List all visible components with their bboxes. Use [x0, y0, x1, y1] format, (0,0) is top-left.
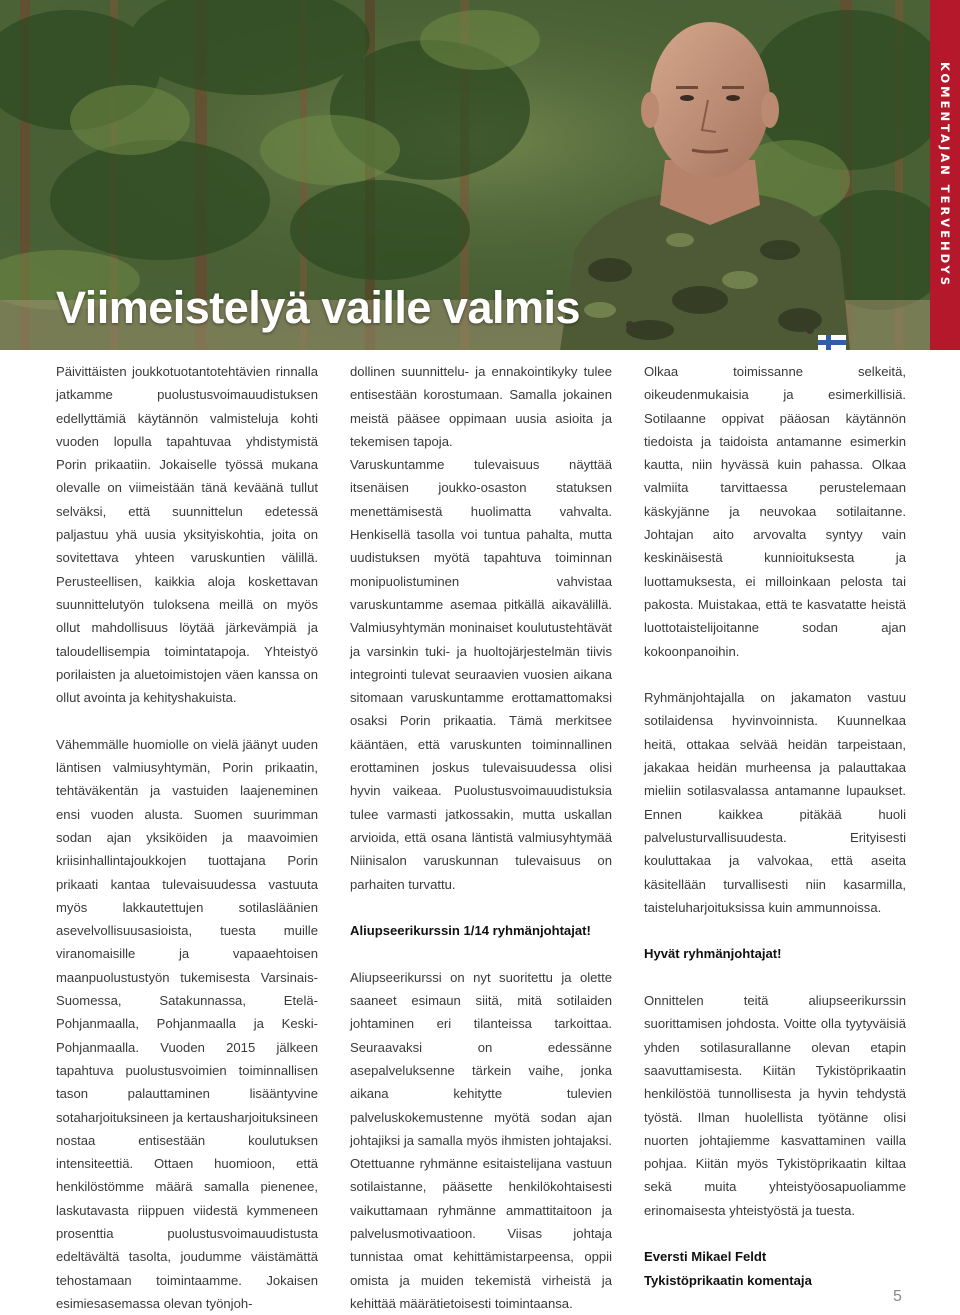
page-number: 5	[893, 1288, 902, 1305]
section-heading: Aliupseerikurssin 1/14 ryhmänjohtajat!	[350, 923, 591, 939]
paragraph: dollinen suunnittelu- ja ennakointikyky tulee entisestään korostumaan. Samalla jokainen meistä pääsee oppimaan uusia asioita ja tekemisen tapoja.	[350, 364, 612, 449]
headline: Viimeistelyä vaille valmis	[56, 282, 581, 333]
paragraph: Aliupseerikurssi on nyt suoritettu ja olette saaneet esimaun siitä, mitä sotilaiden johtaminen eri tilanteissa tarkoittaa. Seuraavaksi on edessänne asepalveluksenne tärkein vaihe, jonka aikana kehitytte tulevien palveluskokemustenne myötä sodan ajan johtajiksi ja samalla myös ihmisten johtajaksi. Otettuanne ryhmänne esitaistelijana vastuun sotilaistanne, pääsette henkilökohtaisesti vaikuttamaan ryhmänne ammattitaitoon ja palvelusmotivaatioon. Viisas johtaja tunnistaa omat kehittämistarpeensa, oppii omista ja muiden tekemistä virheistä ja kehittää määrätietoisesti toimintaansa.	[350, 969, 612, 1311]
signature	[644, 1245, 906, 1292]
section-heading: Hyvät ryhmänjohtajat!	[644, 946, 782, 962]
hero-photo	[0, 0, 930, 350]
paragraph: Vähemmälle huomiolle on vielä jäänyt uuden läntisen valmiusyhtymän, Porin prikaatin, tehtäväkentän ja vastuiden laajeneminen ensi vuoden alusta. Suomen suurimman sodan ajan yksiköiden ja maavoimien kriisinhallintajoukkojen tuottajana Porin prikaati kantaa tulevaisuudessa vastuuta myös lakkautettujen sotilasläänien asevelvollisuusasioista, tuesta muille viranomaisille ja vapaaehtoisen maanpuolustustyön tukemisesta Varsinais-Suomessa, Satakunnassa, Etelä-Pohjanmaalla, Pohjanmaalla ja Keski-Pohjanmaalla. Vuoden 2015 jälkeen tapahtuva puolustusvoimien toiminnallisen tason palauttaminen lisääntyvine sotaharjoituksineen ja kertausharjoituksineen nostaa entisestään koulutuksen intensiteettiä. Ottaen huomioon, että henkilöstömme määrä samalla pienenee, laskutavasta riippuen viidestä kymmeneen prosenttia puolustusvoimauudistusta edeltävältä tasolta, joudumme väistämättä tehostamaan toimintaamme. Jokaisen esimiesasemassa olevan työnjoh-	[56, 736, 318, 1311]
paragraph: Ryhmänjohtajalla on jakamaton vastuu sotilaidensa hyvinvoinnista. Kuunnelkaa heitä, ottakaa selvää heidän tarpeistaan, jakakaa heidän murheensa ja palauttakaa mieliin sotilasvalassa antamanne lupaukset. Ennen kaikkea pitäkää huoli palvelusturvallisuudesta. Erityisesti kouluttakaa ja valvokaa, että aseita käsitellään turvallisesti niin kasarmilla, taisteluharjoituksissa kuin ammunnoissa.	[644, 690, 906, 915]
paragraph: Olkaa toimissanne selkeitä, oikeudenmukaisia ja esimerkillisiä. Sotilaanne oppivat pääosan käytännön tiedoista ja taidoista antamanne esimerkin kautta, niin hyvässä kuin pahassa. Olkaa valmiita tarvittaessa perustelemaan käskyjänne ja neuvokaa sotilaitanne. Johtajan aito arvovalta syntyy vain keskinäisestä kunnioituksesta ja luottamuksesta, ei milloinkaan pelosta tai pakosta. Muistakaa, että te kasvatatte heistä luottotaistelijoitanne sodan ajan kokoonpanoihin.	[644, 364, 906, 659]
text-column-2	[350, 360, 612, 1315]
paragraph: Onnittelen teitä aliupseerikurssin suorittamisen johdosta. Voitte olla tyytyväisiä yhden sotilasurallanne olevan etapin saavuttamisesta. Kiitän Tykistöprikaatin henkilöstöä tunnollisesta ja hyvin tehdystä työstä. Ilman huolellista työtänne olisi nuorten johtajiemme kasvattaminen vailla pohjaa. Kiitän myös Tykistöprikaatin kiltaa sekä muita yhteistyöosapuoliamme erinomaisesta yhteistyöstä ja tuesta.	[644, 993, 906, 1218]
paragraph: Päivittäisten joukkotuotantotehtävien rinnalla jatkamme puolustusvoimauudistuksen edellyttämiä käytännön valmisteluja kohti vuoden lopulla tapahtuvaa yhdistymistä Porin prikaatiin. Jokaiselle työssä mukana olevalle on viimeistään tänä keväänä tullut selväksi, että suunnittelun edetessä paljastuu yhä uusia yksityiskohtia, joita on sovitettava yhteen varuskuntien välillä. Perusteellisen, kaikkia aloja koskettavan suunnittelutyön tuloksena meillä on myös ollut mahdollisuus löytää järkevämpiä ja taloudellisempia toimintatapoja. Yhteistyö porilaisten ja aluetoimistojen väen kanssa on ollut avointa ja kehityshakuista.	[56, 364, 318, 706]
section-label-bar	[930, 0, 960, 350]
section-label: KOMENTAJAN TERVEHDYS	[938, 61, 952, 289]
signature-name: Eversti Mikael Feldt	[644, 1249, 767, 1265]
text-column-1	[56, 360, 318, 1315]
paragraph: Varuskuntamme tulevaisuus näyttää itsenäisen joukko-osaston statuksen menettämisestä huolimatta vahvalta. Henkisellä tasolla voi tuntua pahalta, mutta uudistuksen myötä tapahtuva toiminnan monipuolistuminen vahvistaa varuskuntamme asemaa pitkällä aikavälillä. Valmiusyhtymän moninaiset koulutustehtävät ja varsinkin tuki- ja huoltojärjestelmän tiivis integrointi tulevat seuraavien vuosien aikana sitomaan varuskuntamme erottamattomaksi osaksi Porin prikaatia. Tämä merkitsee kääntäen, että varuskunten toiminnallinen erottaminen joskus tulevaisuudessa olisi hyvin vaikeaa. Puolustusvoimauudistuksia tulee varmasti jatkossakin, mutta uskallan arvioida, että osana läntistä valmiusyhtymää Niinisalon varuskunnan tulevaisuus on parhaiten turvattu.	[350, 457, 612, 892]
text-column-3	[644, 360, 906, 1292]
signature-title: Tykistöprikaatin komentaja	[644, 1272, 812, 1288]
